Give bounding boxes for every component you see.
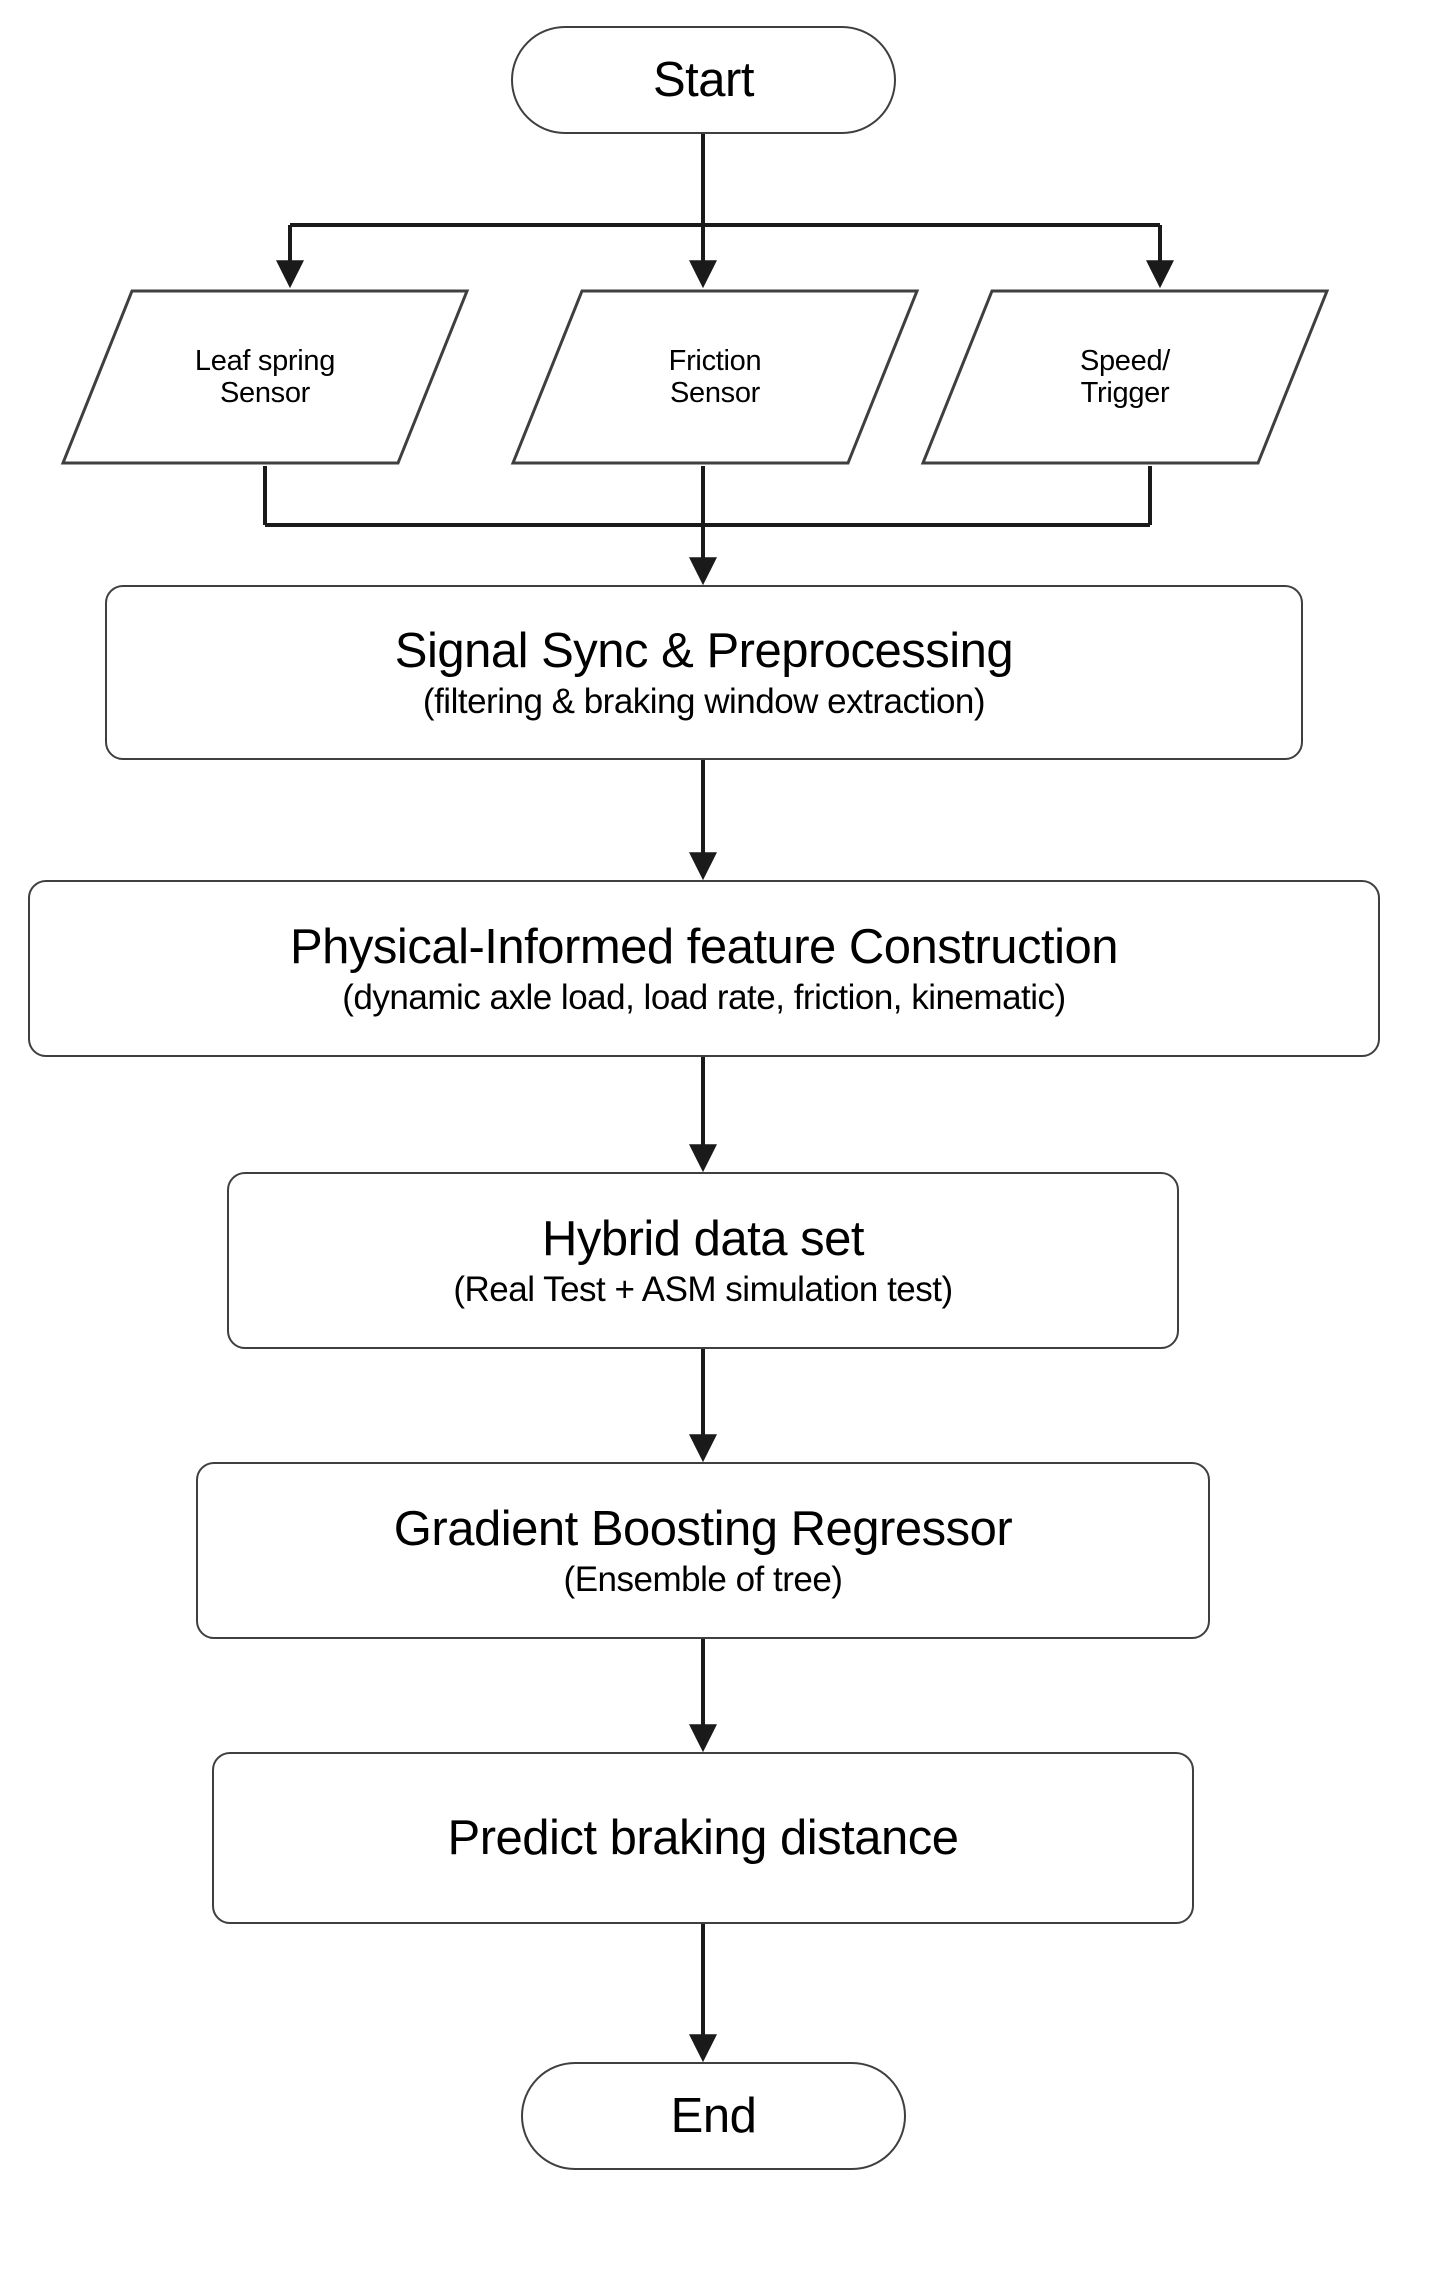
node-friction-sensor-line2: Sensor — [669, 377, 761, 409]
node-gradient-boosting-regressor-subtitle: (Ensemble of tree) — [563, 1559, 843, 1599]
node-start — [511, 26, 896, 134]
node-end — [521, 2062, 906, 2170]
node-hybrid-dataset-subtitle: (Real Test + ASM simulation test) — [453, 1269, 953, 1309]
node-speed-trigger-line2: Trigger — [1080, 377, 1170, 409]
node-leaf-spring-sensor — [60, 288, 470, 466]
node-leaf-spring-sensor-line1: Leaf spring — [194, 344, 336, 377]
node-feature-construction — [28, 880, 1380, 1057]
node-signal-sync-title: Signal Sync & Preprocessing — [394, 623, 1014, 678]
node-predict-braking-distance — [212, 1752, 1194, 1924]
node-predict-braking-distance-title: Predict braking distance — [447, 1810, 959, 1865]
node-hybrid-dataset-title: Hybrid data set — [541, 1211, 865, 1266]
node-gradient-boosting-regressor-title: Gradient Boosting Regressor — [393, 1501, 1013, 1556]
node-feature-construction-subtitle: (dynamic axle load, load rate, friction, kinematic) — [342, 977, 1066, 1017]
node-signal-sync — [105, 585, 1303, 760]
node-signal-sync-subtitle: (filtering & braking window extraction) — [422, 681, 986, 721]
node-gradient-boosting-regressor — [196, 1462, 1210, 1639]
node-feature-construction-title: Physical-Informed feature Construction — [290, 919, 1118, 974]
node-friction-sensor — [510, 288, 920, 466]
node-end-label: End — [670, 2088, 757, 2143]
node-friction-sensor-line1: Friction — [668, 344, 762, 377]
node-leaf-spring-sensor-line2: Sensor — [219, 377, 311, 409]
node-hybrid-dataset — [227, 1172, 1179, 1349]
node-start-label: Start — [653, 52, 754, 107]
node-speed-trigger-line1: Speed/ — [1079, 344, 1171, 377]
node-speed-trigger — [920, 288, 1330, 466]
